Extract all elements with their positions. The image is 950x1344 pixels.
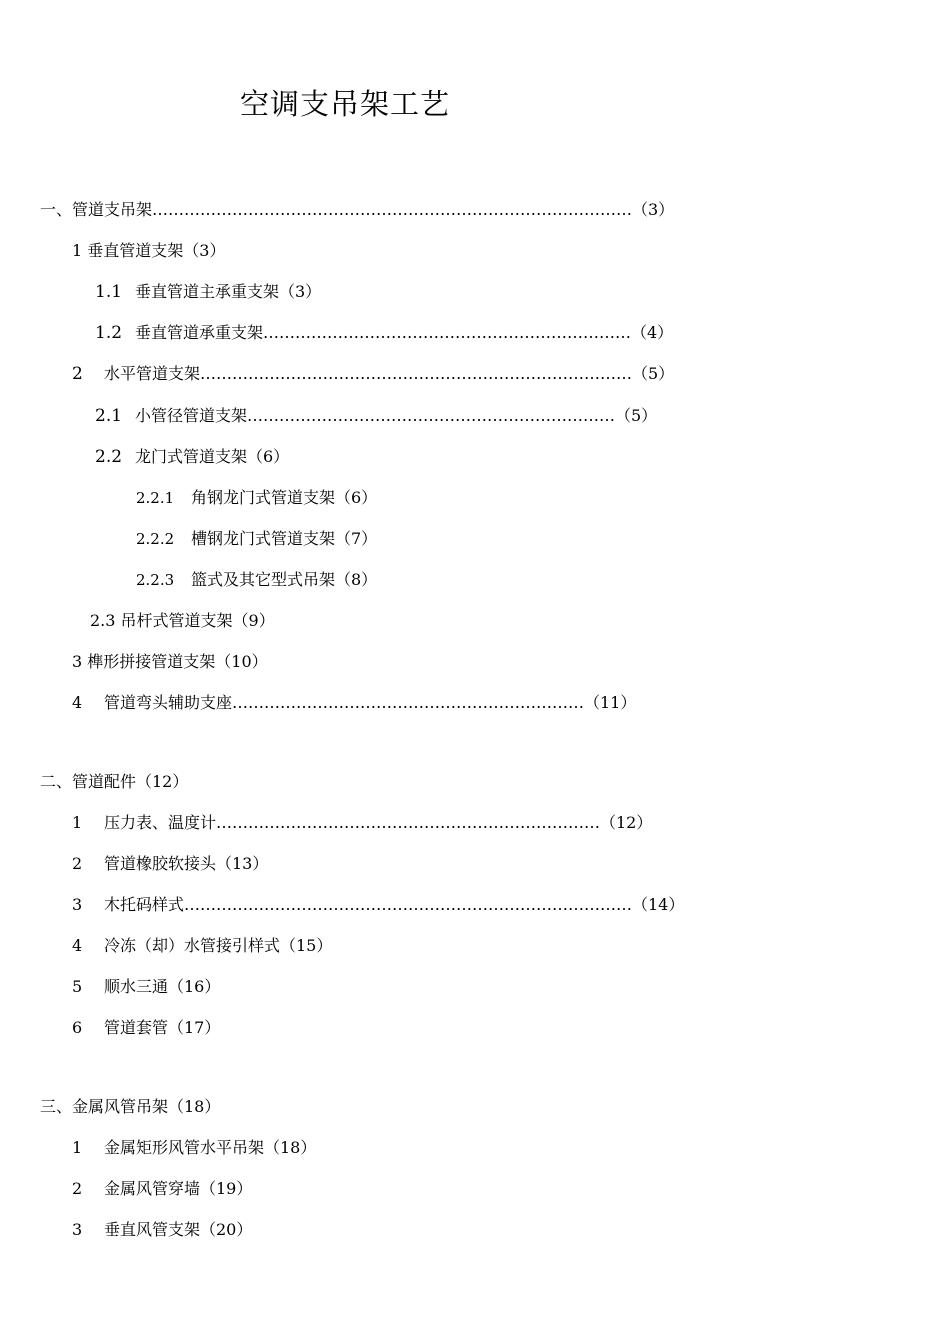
toc-item-text: 压力表、温度计………………………………………………………………（12） (104, 813, 653, 832)
toc-item-number: 2.2 (95, 447, 123, 467)
toc-item-text: 管道橡胶软接头（13） (104, 854, 269, 873)
toc-item (72, 364, 674, 384)
toc-item (136, 570, 377, 590)
toc-item-text: 顺水三通（16） (104, 977, 221, 996)
toc-item (72, 977, 220, 997)
toc-item (136, 488, 377, 508)
toc-item (72, 1138, 316, 1158)
toc-item-text: 龙门式管道支架（6） (135, 447, 290, 466)
toc-item (95, 447, 289, 467)
toc-section-heading: 二、管道配件（12） (40, 772, 189, 791)
toc-item (72, 1018, 220, 1038)
toc-item-text: 角钢龙门式管道支架（6） (191, 488, 378, 507)
toc-item-number: 1 (72, 813, 83, 832)
toc-item: 1 垂直管道支架（3） (72, 241, 226, 260)
toc-item-text: 管道套管（17） (104, 1018, 221, 1037)
toc-item-number: 2.1 (95, 406, 123, 426)
toc-item-text: 小管径管道支架……………………………………………………………（5） (135, 406, 658, 425)
toc-item (136, 529, 377, 549)
toc-item-number: 2 (72, 854, 83, 873)
toc-item-text: 篮式及其它型式吊架（8） (191, 570, 378, 589)
toc-item-text: 金属矩形风管水平吊架（18） (104, 1138, 317, 1157)
toc-item (72, 854, 268, 874)
toc-item (72, 813, 652, 833)
toc-item-text: 木托码样式…………………………………………………………………………（14） (104, 895, 685, 914)
toc-item-text: 槽钢龙门式管道支架（7） (191, 529, 378, 548)
toc-item (72, 936, 332, 956)
toc-item-number: 1.2 (95, 323, 123, 343)
toc-item-number: 3 (72, 895, 83, 914)
toc-item (72, 693, 636, 713)
toc-section-heading: 一、管道支吊架………………………………………………………………………………（3） (40, 200, 675, 219)
toc-item (95, 406, 657, 426)
toc-item-text: 垂直管道主承重支架（3） (135, 282, 322, 301)
toc-item-number: 1 (72, 1138, 83, 1157)
toc-item (72, 1220, 252, 1240)
toc-item-text: 冷冻（却）水管接引样式（15） (104, 936, 333, 955)
toc-item-number: 6 (72, 1018, 83, 1037)
toc-item-number: 2.2.1 (136, 489, 175, 507)
toc-item-number: 2 (72, 1179, 83, 1198)
toc-item (95, 282, 321, 302)
toc-item-number: 5 (72, 977, 83, 996)
toc-item-number: 2 (72, 364, 83, 384)
toc-item (72, 1179, 252, 1199)
toc-item-number: 1.1 (95, 282, 123, 302)
toc-item: 2.3 吊杆式管道支架（9） (90, 611, 275, 630)
toc-item: 3 榫形拼接管道支架（10） (72, 652, 268, 671)
toc-item-number: 4 (72, 693, 83, 712)
toc-item-text: 金属风管穿墙（19） (104, 1179, 253, 1198)
toc-item-number: 2.2.2 (136, 530, 175, 548)
toc-item-number: 4 (72, 936, 83, 955)
toc-item-number: 2.2.3 (136, 571, 175, 589)
toc-item-text: 管道弯头辅助支座…………………………………………………………（11） (104, 693, 637, 712)
toc-item-text: 垂直风管支架（20） (104, 1220, 253, 1239)
toc-item-number: 3 (72, 1220, 83, 1239)
toc-item (95, 323, 673, 343)
toc-item-text: 水平管道支架………………………………………………………………………（5） (104, 364, 675, 383)
toc-section-heading: 三、金属风管吊架（18） (40, 1097, 221, 1116)
document-title: 空调支吊架工艺 (240, 87, 451, 121)
toc-item-text: 垂直管道承重支架……………………………………………………………（4） (135, 323, 674, 342)
toc-item (72, 895, 684, 915)
